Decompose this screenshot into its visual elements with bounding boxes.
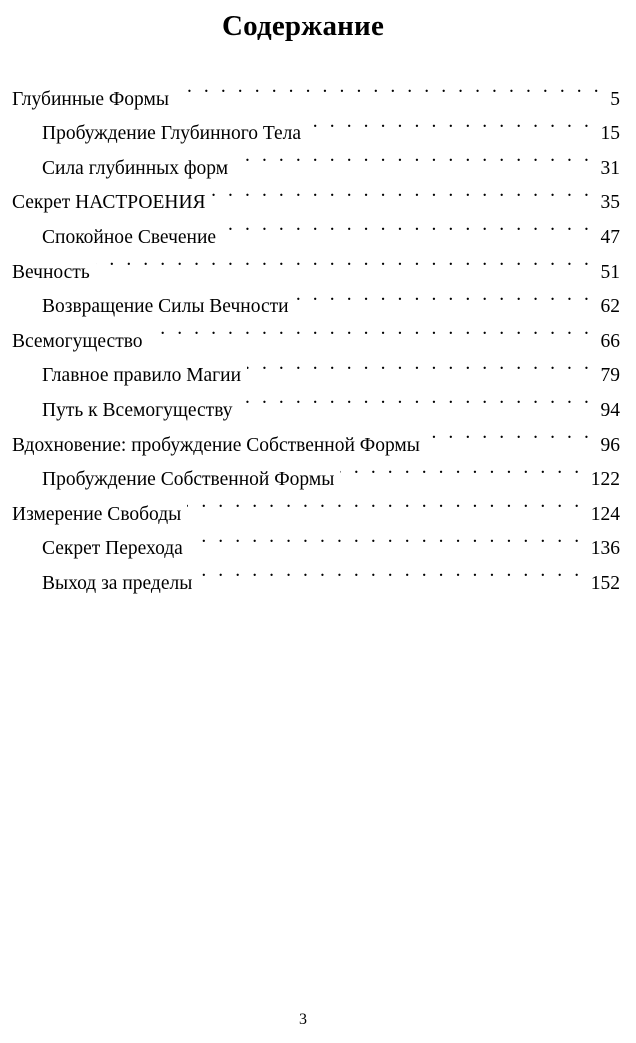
toc-entry-title: Вдохновение: пробуждение Собственной Формы	[12, 434, 420, 456]
toc-dot-leader	[426, 416, 593, 451]
toc-entry-page: 51	[600, 261, 620, 283]
toc-dot-leader	[212, 174, 593, 209]
toc-dot-leader	[96, 243, 593, 278]
toc-entry-page: 136	[590, 538, 620, 560]
toc-entry-page: 66	[600, 330, 620, 352]
toc-entry-page: 15	[600, 123, 620, 145]
toc-dot-leader	[198, 554, 582, 589]
toc-entry-page: 35	[600, 192, 620, 214]
toc-entry-page: 5	[610, 88, 620, 110]
toc-entry-page: 124	[590, 503, 620, 525]
toc-entry-title: Сила глубинных форм	[42, 157, 229, 179]
toc-entry-title: Всемогущество	[12, 330, 143, 352]
toc-dot-leader	[189, 520, 583, 555]
toc-entry-page: 47	[600, 226, 620, 248]
toc-entry-title: Пробуждение Глубинного Тела	[42, 123, 302, 145]
toc-dot-leader	[149, 312, 593, 347]
toc-entry-title: Выход за пределы	[42, 572, 193, 594]
toc-dot-leader	[247, 347, 592, 382]
toc-entry-title: Секрет НАСТРОЕНИЯ	[12, 192, 206, 214]
toc-dot-leader	[239, 381, 593, 416]
toc-entry-title: Глубинные Формы	[12, 88, 169, 110]
toc-entry-title: Путь к Всемогуществу	[42, 399, 233, 421]
page-title: Содержание	[221, 10, 385, 42]
toc-entry-page: 96	[600, 434, 620, 456]
toc-entry-page: 152	[590, 572, 620, 594]
toc-entry-title: Главное правило Магии	[42, 365, 242, 387]
toc-dot-leader	[307, 105, 592, 140]
toc-entry-title: Спокойное Свечение	[42, 226, 217, 248]
toc-dot-leader	[295, 278, 593, 313]
toc-dot-leader	[234, 139, 592, 174]
toc-entry[interactable]	[12, 70, 620, 110]
toc-dot-leader	[175, 70, 602, 105]
toc-entry-title: Вечность	[12, 261, 90, 283]
toc-entry[interactable]	[12, 278, 620, 318]
toc-dot-leader	[222, 208, 592, 243]
toc-entry-title: Измерение Свободы	[12, 503, 182, 525]
toc-entry-page: 31	[600, 157, 620, 179]
page-number: 3	[299, 1011, 307, 1028]
table-of-contents	[12, 70, 620, 594]
toc-entry-page: 79	[600, 365, 620, 387]
toc-entry-title: Секрет Перехода	[42, 538, 183, 560]
toc-entry-title: Возвращение Силы Вечности	[42, 296, 289, 318]
toc-dot-leader	[187, 485, 582, 520]
toc-entry-page: 94	[600, 399, 620, 421]
toc-entry-page: 62	[600, 296, 620, 318]
toc-entry[interactable]	[12, 243, 620, 283]
toc-entry-page: 122	[590, 469, 620, 491]
toc-dot-leader	[340, 451, 582, 486]
toc-entry-title: Пробуждение Собственной Формы	[42, 469, 335, 491]
